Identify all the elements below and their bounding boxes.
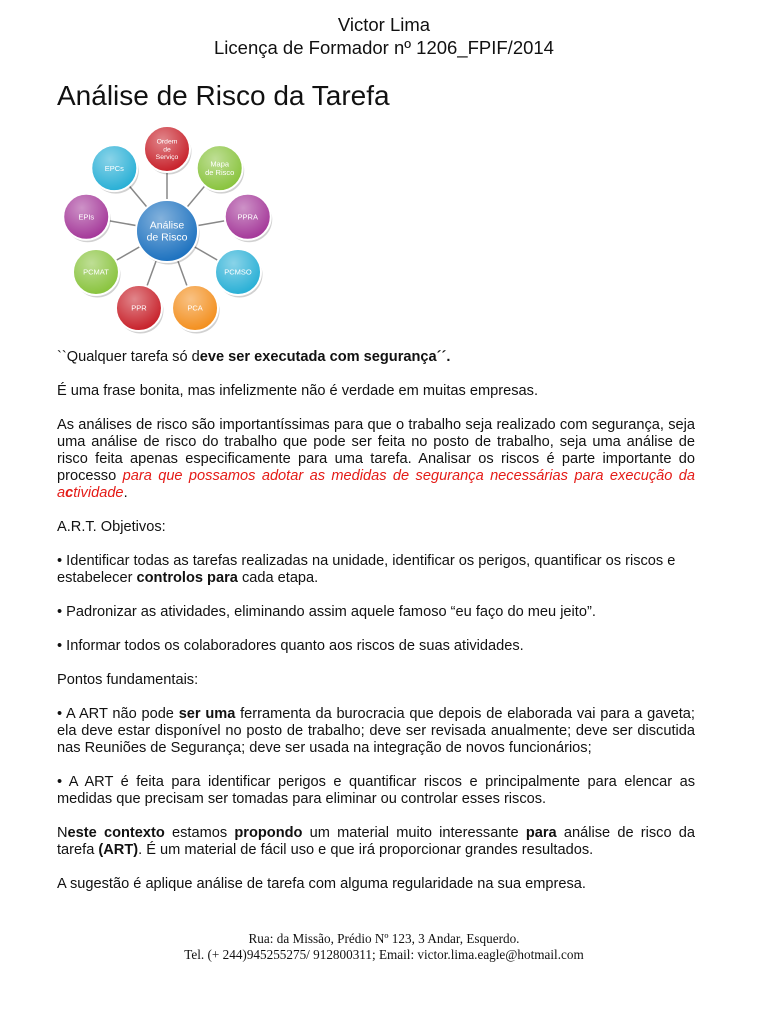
svg-text:Mapa: Mapa — [210, 159, 230, 169]
svg-text:PCA: PCA — [187, 303, 203, 313]
paragraph-suggestion: A sugestão é aplique análise de tarefa com alguma regularidade na sua empresa. — [57, 876, 586, 892]
diagram-node-8 — [91, 145, 139, 194]
quote-paragraph: ``Qualquer tarefa só deve ser executada com segurança´´. — [57, 349, 451, 365]
diagram-node-3 — [215, 249, 263, 298]
license-number: Licença de Formador nº 1206_FPIF/2014 — [214, 37, 554, 58]
objectives-heading: A.R.T. Objetivos: — [57, 519, 166, 535]
svg-text:EPIs: EPIs — [78, 212, 95, 222]
paragraph-context: Neste contexto estamos propondo um material muito interessante para análise de risco da tarefa (ART). É um material de fácil uso e que irá proporcionar grandes resultados. — [57, 825, 696, 858]
paragraph-3: As análises de risco são importantíssimas para que o trabalho seja realizado com segurança, seja uma análise de risco do trabalho que pode ser feita no posto de trabalho, seja uma análise de risco feita apenas especificamente para uma tarefa. Analisar os riscos é parte importante do processo para que possamos adotar as medidas de segurança necessárias para execução da actividade. — [57, 417, 695, 501]
svg-text:EPCs: EPCs — [104, 163, 124, 173]
svg-text:PCMAT: PCMAT — [83, 267, 109, 277]
bullet-2: • Padronizar as atividades, eliminando assim aquele famoso “eu faço do meu jeito”. — [57, 604, 596, 620]
document-footer — [0, 931, 768, 963]
svg-text:PPRA: PPRA — [237, 212, 258, 222]
svg-text:Análise: Análise — [149, 219, 185, 232]
footer-contact: Tel. (+ 244)945255275/ 912800311; Email: victor.lima.eagle@hotmail.com — [184, 947, 584, 962]
page-title: Análise de Risco da Tarefa — [57, 80, 390, 111]
author-name: Victor Lima — [337, 14, 431, 35]
svg-text:PCMSO: PCMSO — [224, 267, 252, 277]
diagram-center-node — [136, 200, 200, 265]
diagram-node-2 — [225, 194, 273, 243]
svg-text:Ordem: Ordem — [156, 138, 178, 146]
bullet-4: • A ART não pode ser uma ferramenta da burocracia que depois de elaborada vai para a gaveta; ela deve estar disponível no posto de trabalho; deve ser revisada anualmente; deve ser discutida nas Reuniões de Segurança; deve ser usada na integração de novos funcionários; — [57, 706, 695, 756]
svg-text:PPR: PPR — [131, 303, 147, 313]
bullet-5: • A ART é feita para identificar perigos e quantificar riscos e principalmente para elencar as medidas que precisam ser tomadas para eliminar ou controlar esses riscos. — [57, 774, 695, 807]
diagram-node-7 — [63, 194, 111, 243]
diagram-node-5 — [116, 285, 164, 334]
diagram-node-6 — [73, 249, 121, 298]
svg-text:Serviço: Serviço — [155, 154, 179, 162]
bullet-3: • Informar todos os colaboradores quanto aos riscos de suas atividades. — [57, 638, 524, 654]
svg-text:de Risco: de Risco — [146, 231, 188, 244]
paragraph-2: É uma frase bonita, mas infelizmente não é verdade em muitas empresas. — [57, 383, 539, 399]
svg-text:de: de — [163, 146, 171, 154]
fundamentals-heading: Pontos fundamentais: — [57, 672, 199, 688]
diagram-node-4 — [172, 285, 220, 334]
bullet-1: • Identificar todas as tarefas realizadas na unidade, identificar os perigos, quantificar os riscos e estabelecer controlos para cada etapa. — [57, 553, 676, 586]
risk-analysis-diagram — [56, 126, 278, 336]
svg-text:de Risco: de Risco — [205, 168, 235, 178]
document-body — [57, 349, 695, 893]
footer-address: Rua: da Missão, Prédio Nº 123, 3 Andar, Esquerdo. — [248, 931, 520, 946]
diagram-node-0 — [144, 126, 192, 175]
document-header — [0, 13, 768, 59]
